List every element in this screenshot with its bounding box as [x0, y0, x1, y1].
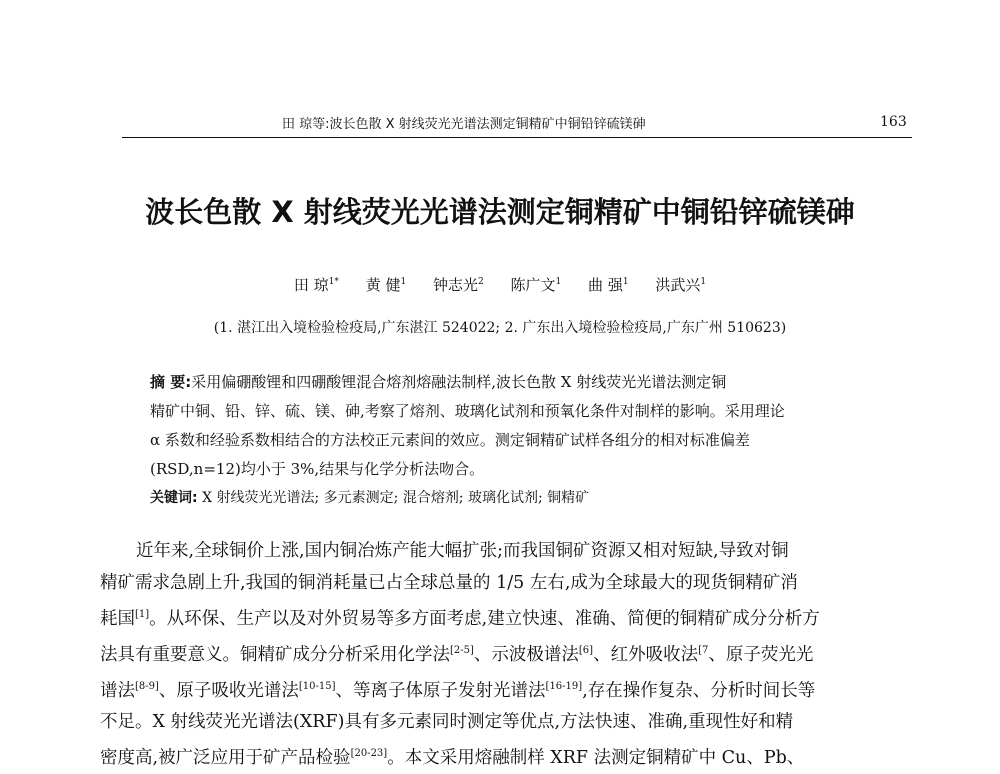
- body-paragraph: [100, 535, 920, 774]
- body-line: 耗国[1]。从环保、生产以及对外贸易等多方面考虑,建立快速、准确、简便的铜精矿成分分析方: [100, 608, 820, 629]
- author: 田 琼$^{1*}$: [293, 276, 339, 294]
- running-header: 田 琼等:波长色散 X 射线荧光光谱法测定铜精矿中铜铅锌硫镁砷: [282, 117, 646, 132]
- body-line: 不足。X 射线荧光光谱法(XRF)具有多元素同时测定等优点,方法快速、准确,重现性好和精: [100, 712, 794, 733]
- body-line: 近年来,全球铜价上涨,国内铜冶炼产能大幅扩张;而我国铜矿资源又相对短缺,导致对铜: [136, 541, 789, 561]
- affiliations: (1. 湛江出入境检验检疫局,广东湛江 524022; 2. 广东出入境检验检疫局,广东广州 510623): [213, 320, 787, 336]
- citation: [6]: [578, 644, 594, 656]
- abstract-label: 摘 要:: [150, 373, 192, 391]
- abstract-line: 精矿中铜、铅、锌、硫、镁、砷,考察了熔剂、玻璃化试剂和预氧化条件对制样的影响。采用理论: [150, 402, 785, 420]
- author: 洪武兴$^1$: [655, 276, 707, 294]
- abstract: [150, 368, 870, 513]
- body-line: 法具有重要意义。铜精矿成分分析采用化学法[2-5]、示波极谱法[6]、红外吸收法$^{[7}$、原子荧光光: [100, 644, 814, 665]
- body-line: 谱法[8-9]、原子吸收光谱法[10-15]、等离子体原子发射光谱法[16-19],存在操作复杂、分析时间长等: [100, 680, 816, 701]
- page-number: 163: [880, 114, 907, 130]
- citation: [1]: [135, 609, 150, 620]
- abstract-line: (RSD,n=12)均小于 3%,结果与化学分析法吻合。: [150, 460, 485, 478]
- citation: [10-15]: [298, 680, 336, 692]
- citation: [8-9]: [135, 680, 159, 692]
- abstract-line: 摘 要:采用偏硼酸锂和四硼酸锂混合熔剂熔融法制样,波长色散 X 射线荧光光谱法测定铜: [150, 373, 727, 391]
- citation: [16-19]: [545, 680, 583, 692]
- header-rule: [122, 137, 912, 138]
- keywords: 关键词: X 射线荧光光谱法; 多元素测定; 混合熔剂; 玻璃化试剂; 铜精矿: [150, 490, 590, 506]
- author: 陈广文$^1$: [510, 276, 562, 294]
- keywords-label: 关键词:: [150, 490, 198, 506]
- author: 钟志光$^2$: [432, 276, 484, 294]
- author-list: [0, 274, 1000, 295]
- paper-title: 波长色散 X 射线荧光光谱法测定铜精矿中铜铅锌硫镁砷: [145, 195, 855, 229]
- author: 黄 健$^1$: [365, 276, 407, 294]
- body-line: 密度高,被广泛应用于矿产品检验[20-23]。本文采用熔融制样 XRF 法测定铜精矿中 Cu、Pb、: [100, 748, 805, 769]
- citation: [7: [698, 644, 709, 656]
- citation: [20-23]: [350, 748, 388, 760]
- body-line: 精矿需求急剧上升,我国的铜消耗量已占全球总量的 1/5 左右,成为全球最大的现货铜精矿消: [100, 573, 798, 593]
- author: 曲 强$^1$: [588, 276, 629, 294]
- abstract-line: α 系数和经验系数相结合的方法校正元素间的效应。测定铜精矿试样各组分的相对标准偏差: [150, 431, 750, 449]
- citation: [2-5]: [450, 644, 474, 656]
